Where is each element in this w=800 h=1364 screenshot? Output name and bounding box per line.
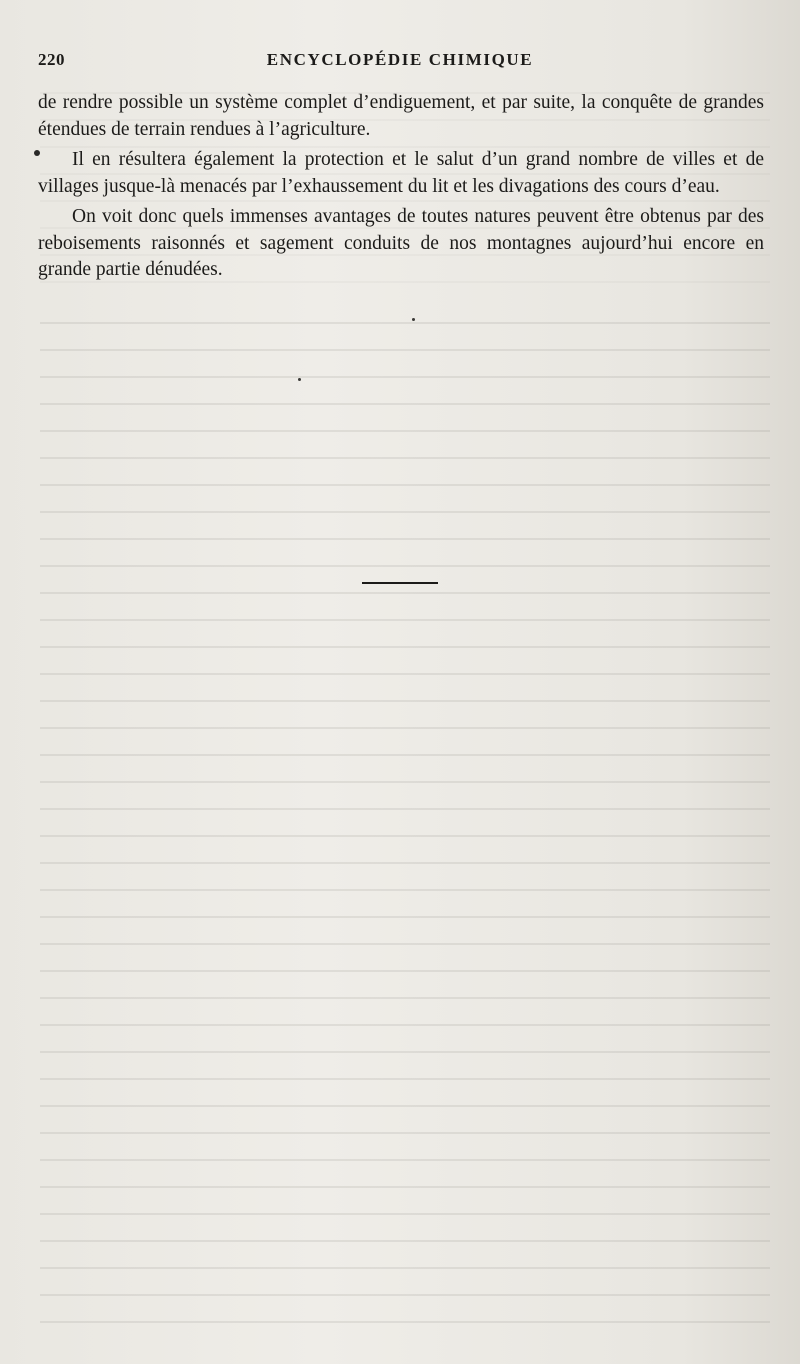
section-rule (362, 582, 438, 584)
paragraph-2: Il en résultera également la protection et le salut d’un grand nombre de villes et de villages jusque-là menacés par l’exhaussement du lit et les divagations des cours d’eau. (38, 149, 764, 197)
ink-speck (298, 378, 301, 381)
bleed-through-text (40, 300, 770, 1340)
ink-speck (412, 318, 415, 321)
page-number: 220 (38, 50, 65, 69)
running-title: ENCYCLOPÉDIE CHIMIQUE (266, 50, 534, 69)
paragraph-1: de rendre possible un système complet d’endiguement, et par suite, la conquête de grandes étendues de terrain rendues à l’agriculture. (38, 92, 764, 140)
paragraph-3: On voit donc quels immenses avantages de toutes natures peuvent être obtenus par des reboisements raisonnés et sagement conduits de nos montagnes aujourd’hui encore en grande partie dénudées. (38, 206, 764, 280)
body-text (38, 90, 764, 288)
